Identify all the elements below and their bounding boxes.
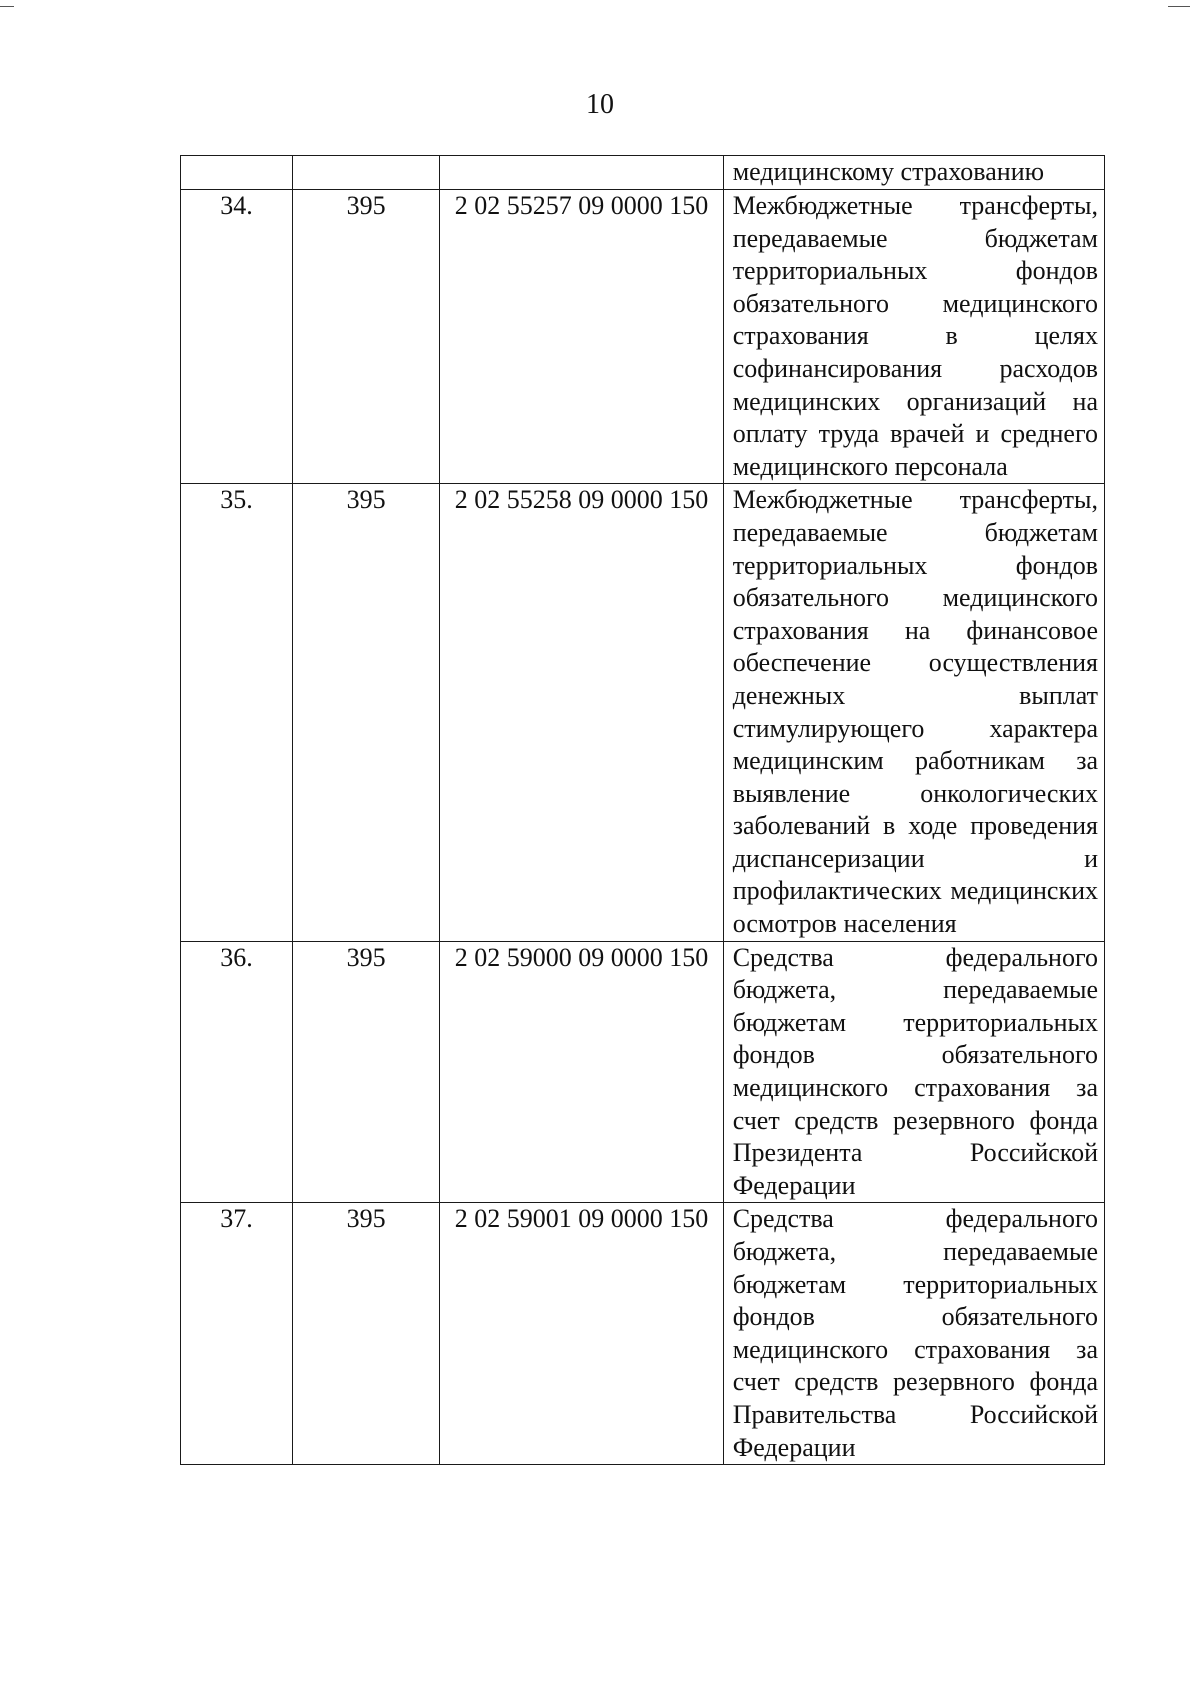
admin-code-cell: 395 xyxy=(292,190,439,484)
table-row-continuation xyxy=(181,156,1105,190)
table-row xyxy=(181,941,1105,1203)
row-number-cell xyxy=(181,156,293,190)
scan-edge-mark-right xyxy=(1168,6,1190,7)
page-number: 10 xyxy=(586,89,614,120)
kbk-code-cell xyxy=(440,156,723,190)
kbk-code-cell: 2 02 55257 09 0000 150 xyxy=(440,190,723,484)
kbk-code-cell: 2 02 59000 09 0000 150 xyxy=(440,941,723,1203)
revenue-name-cell: Межбюджетные трансферты, передаваемые бюджетам территориальных фондов обязательного медицинского страхования на финансовое обеспечение осуществления денежных выплат стимулирующего характера медицинским работникам за выявление онкологических заболеваний в ходе проведения диспансеризации и профилактических медицинских осмотров населения xyxy=(723,484,1104,941)
row-number-cell: 35. xyxy=(181,484,293,941)
revenue-name-cell: медицинскому страхованию xyxy=(723,156,1104,190)
admin-code-cell: 395 xyxy=(292,1203,439,1465)
row-number-cell: 34. xyxy=(181,190,293,484)
table-row xyxy=(181,1203,1105,1465)
row-number-cell: 36. xyxy=(181,941,293,1203)
revenue-name-cell: Межбюджетные трансферты, передаваемые бюджетам территориальных фондов обязательного медицинского страхования в целях софинансирования расходов медицинских организаций на оплату труда врачей и среднего медицинского персонала xyxy=(723,190,1104,484)
kbk-code-cell: 2 02 59001 09 0000 150 xyxy=(440,1203,723,1465)
table-row xyxy=(181,190,1105,484)
admin-code-cell: 395 xyxy=(292,941,439,1203)
revenue-name-cell: Средства федерального бюджета, передаваемые бюджетам территориальных фондов обязательного медицинского страхования за счет средств резервного фонда Правительства Российской Федерации xyxy=(723,1203,1104,1465)
table-row xyxy=(181,484,1105,941)
admin-code-cell: 395 xyxy=(292,484,439,941)
scan-edge-mark-left xyxy=(0,6,14,7)
admin-code-cell xyxy=(292,156,439,190)
revenue-name-cell: Средства федерального бюджета, передаваемые бюджетам территориальных фондов обязательного медицинского страхования за счет средств резервного фонда Президента Российской Федерации xyxy=(723,941,1104,1203)
budget-revenue-table xyxy=(180,155,1105,1465)
row-number-cell: 37. xyxy=(181,1203,293,1465)
kbk-code-cell: 2 02 55258 09 0000 150 xyxy=(440,484,723,941)
